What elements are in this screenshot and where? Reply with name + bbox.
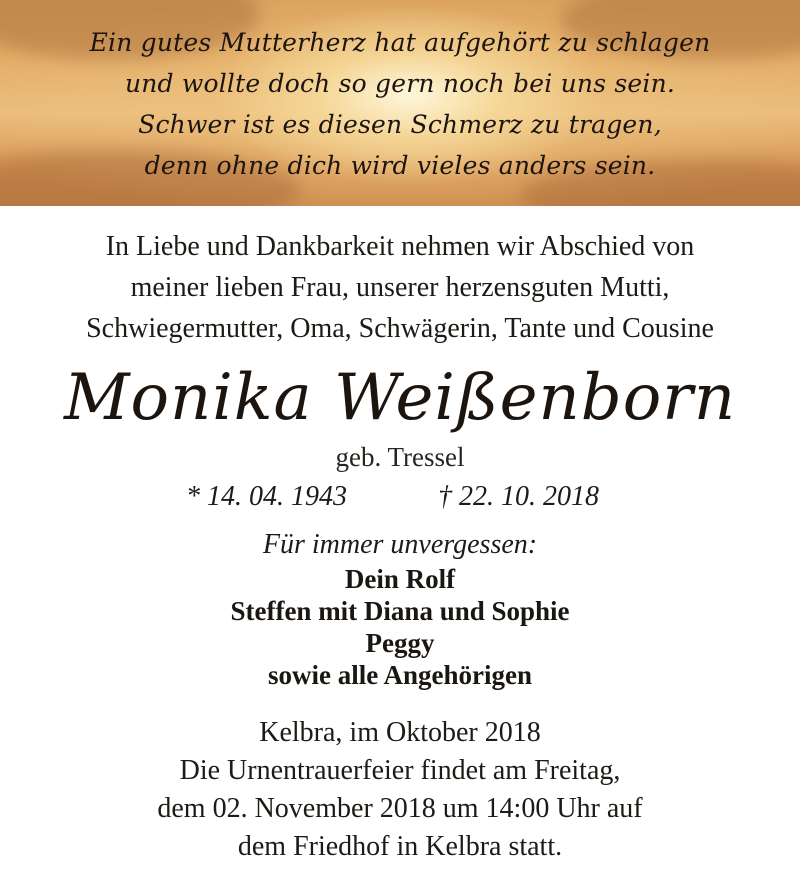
intro-line: In Liebe und Dankbarkeit nehmen wir Abschied von [105,231,695,262]
closing-line: dem Friedhof in Kelbra statt. [237,831,563,862]
sunset-header [0,0,800,206]
birth-date: * 14. 04. 1943 [186,481,347,512]
intro-line: Schwiegermutter, Oma, Schwägerin, Tante und Cousine [86,313,714,344]
poem-line: Schwer ist es diesen Schmerz zu tragen, [138,110,662,139]
mourners-list [0,563,800,691]
mourner-name: sowie alle Angehörigen [268,660,532,690]
intro-line: meiner lieben Frau, unserer herzensguten Mutti, [130,272,670,303]
death-date: † 22. 10. 2018 [438,481,599,512]
mourner-name: Dein Rolf [344,564,456,594]
poem-line: denn ohne dich wird vieles anders sein. [144,151,656,180]
intro-text [0,226,800,349]
closing-line: dem 02. November 2018 um 14:00 Uhr auf [157,793,643,824]
poem-line: Ein gutes Mutterherz hat aufgehört zu schlagen [89,28,711,57]
life-dates [0,480,800,518]
maiden-name: geb. Tressel [335,442,465,472]
mourner-name: Steffen mit Diana und Sophie [230,596,570,626]
deceased-name: Monika Weißenborn [63,361,737,435]
poem [0,22,800,186]
closing-text [0,714,800,866]
poem-line: und wollte doch so gern noch bei uns sein. [124,69,676,98]
memory-line: Für immer unvergessen: [262,529,538,560]
mourner-name: Peggy [365,628,435,658]
closing-line: Die Urnentrauerfeier findet am Freitag, [179,755,621,786]
closing-line: Kelbra, im Oktober 2018 [259,717,541,748]
